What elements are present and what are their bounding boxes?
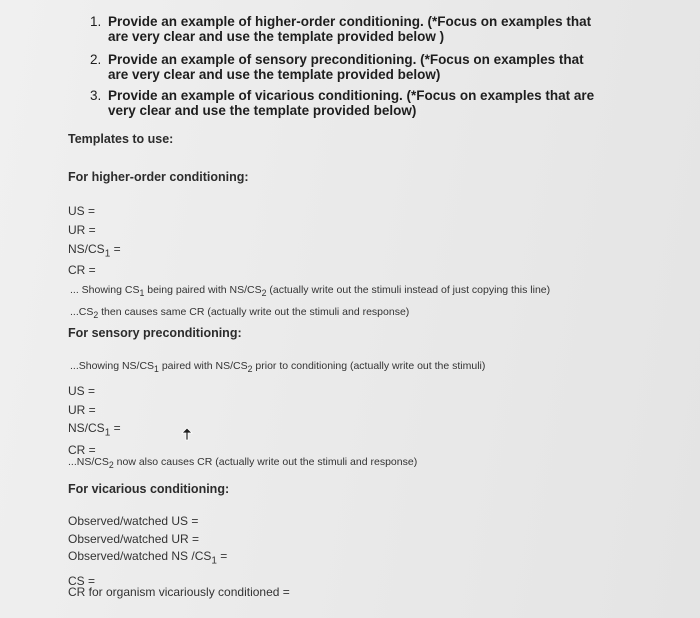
higher-order-causes-line: $...CS_2$ then causes same CR (actually write out the stimuli and response) [70, 306, 410, 321]
higher-order-cr: CR = [68, 263, 96, 277]
sensory-showing-line: ...Showing $NS/CS_1$ paired with $NS/CS_2$ prior to conditioning (actually write out the stimuli) [70, 360, 486, 375]
sensory-ur: UR = [68, 403, 96, 417]
question-3-number: 3. [90, 88, 102, 103]
vicarious-cs: CS = [68, 574, 96, 588]
vicarious-ur: Observed/watched UR = [68, 532, 200, 546]
question-1-line-2: are very clear and use the template provided below ) [108, 29, 445, 44]
question-1-number: 1. [90, 14, 102, 29]
question-1-line-1: Provide an example of higher-order conditioning. (*Focus on examples that [108, 14, 592, 29]
question-2 [90, 52, 584, 82]
question-2-line-2: are very clear and use the template provided below) [108, 67, 441, 82]
higher-order-showing-line: ... Showing $CS_1$ being paired with $NS/CS_2$ (actually write out the stimuli instead of just copying this line) [70, 284, 551, 299]
sensory-ns: $NS/CS_1$ = [68, 421, 121, 439]
vicarious-cr: CR for organism vicariously conditioned = [68, 585, 290, 599]
question-2-number: 2. [90, 52, 102, 67]
sensory-heading: For sensory preconditioning: [68, 326, 242, 340]
question-3-line-2: very clear and use the template provided below) [108, 103, 417, 118]
sensory-cr: CR = [68, 443, 96, 457]
question-3 [90, 88, 595, 118]
sensory-us: US = [68, 384, 96, 398]
question-1 [90, 14, 592, 44]
higher-order-us: US = [68, 204, 96, 218]
higher-order-heading: For higher-order conditioning: [68, 170, 249, 184]
mouse-pointer-icon [180, 427, 194, 441]
vicarious-heading: For vicarious conditioning: [68, 482, 230, 496]
templates-heading: Templates to use: [68, 132, 174, 146]
vicarious-ns: Observed/watched NS $/CS_1$ = [68, 549, 228, 567]
question-3-line-1: Provide an example of vicarious conditioning. (*Focus on examples that are [108, 88, 595, 103]
higher-order-ns: $NS/CS_1$ = [68, 242, 121, 260]
question-2-line-1: Provide an example of sensory preconditioning. (*Focus on examples that [108, 52, 584, 67]
sensory-also-causes-line: $...NS/CS_2$ now also causes CR (actually write out the stimuli and response) [68, 456, 418, 471]
higher-order-ur: UR = [68, 223, 96, 237]
vicarious-us: Observed/watched US = [68, 514, 199, 528]
